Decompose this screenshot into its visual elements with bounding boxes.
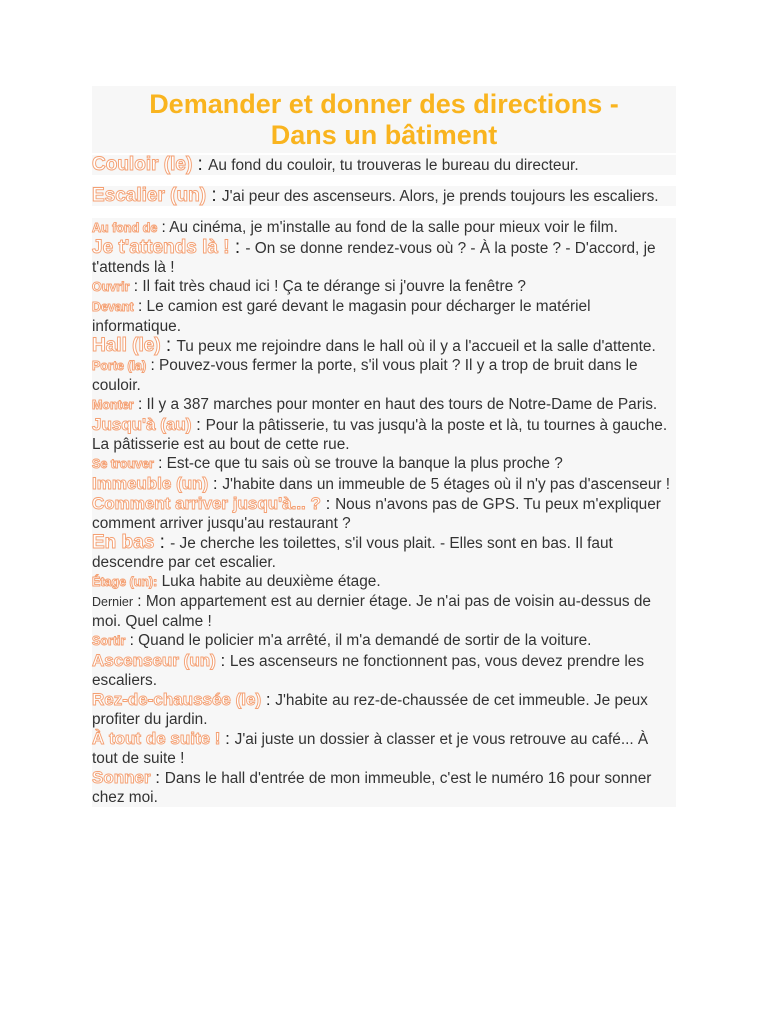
entry-text: J'habite dans un immeuble de 5 étages où il n'y pas d'ascenseur ! xyxy=(222,476,671,493)
entry-term: Immeuble (un) xyxy=(92,474,209,493)
entry-se-trouver xyxy=(92,454,676,474)
entry-a-tout-de-suite xyxy=(92,729,676,768)
entry-term: Couloir (le) xyxy=(92,154,193,175)
page-title xyxy=(92,86,676,153)
entry-term: Je t'attends là ! xyxy=(92,237,230,258)
entry-porte xyxy=(92,356,676,395)
entry-text: Est-ce que tu sais où se trouve la banque la plus proche ? xyxy=(166,455,563,472)
title-line-2: Dans un bâtiment xyxy=(270,120,498,150)
entry-term: Ascenseur (un) xyxy=(92,651,216,670)
entry-monter xyxy=(92,395,676,415)
entry-text: - On se donne rendez-vous où ? - À la poste ? - D'accord, je t'attends là ! xyxy=(92,240,656,276)
entry-sonner xyxy=(92,768,676,807)
entry-term: Dernier xyxy=(92,595,133,609)
entry-separator: : xyxy=(133,593,146,610)
entry-text: Quand le policier m'a arrêté, il m'a demandé de sortir de la voiture. xyxy=(138,632,592,649)
entry-escalier xyxy=(92,186,676,206)
entry-je-t-attends-la xyxy=(92,238,676,277)
entry-term: Comment arriver jusqu'à... ? xyxy=(92,494,321,513)
entry-term: Au fond de xyxy=(92,221,158,235)
entry-text: Au fond du couloir, tu trouveras le bureau du directeur. xyxy=(208,157,579,174)
entry-term: Escalier (un) xyxy=(92,185,207,206)
entry-couloir xyxy=(92,155,676,175)
entry-dernier xyxy=(92,592,676,631)
entry-term: Sortir xyxy=(92,634,126,648)
entry-separator: : xyxy=(229,237,246,258)
entry-term: Rez-de-chaussée (le) xyxy=(92,690,262,709)
entry-text: J'ai juste un dossier à classer et je vous retrouve au café... À tout de suite ! xyxy=(92,731,649,767)
entry-text: Luka habite au deuxième étage. xyxy=(161,573,381,590)
entry-separator: : xyxy=(154,532,171,553)
entry-comment-arriver xyxy=(92,494,676,533)
title-line-1: Demander et donner des directions - xyxy=(149,89,619,119)
entry-text: Dans le hall d'entrée de mon immeuble, c'est le numéro 16 pour sonner chez moi. xyxy=(92,770,652,806)
entry-rez-de-chaussee xyxy=(92,690,676,729)
entry-etage xyxy=(92,572,676,592)
entry-term: En bas xyxy=(92,532,155,553)
entry-ascenseur xyxy=(92,651,676,690)
entry-text: Il fait très chaud ici ! Ça te dérange si j'ouvre la fenêtre ? xyxy=(142,278,526,295)
entry-sortir xyxy=(92,631,676,651)
entry-term: Ouvrir xyxy=(92,280,130,294)
entry-term: Sonner xyxy=(92,768,151,787)
entry-separator: : xyxy=(125,632,139,649)
entry-term: Monter xyxy=(92,398,134,412)
entry-separator: : xyxy=(261,690,276,709)
entry-devant xyxy=(92,297,676,336)
entry-text: Tu peux me rejoindre dans le hall où il y a l'accueil et la salle d'attente. xyxy=(176,338,656,355)
entry-separator: : xyxy=(153,455,167,472)
entry-jusqu-a xyxy=(92,415,676,454)
entry-hall xyxy=(92,336,676,356)
entry-text: Mon appartement est au dernier étage. Je n'ai pas de voisin au-dessus de moi. Quel calme ! xyxy=(92,593,651,630)
entry-text: Pour la pâtisserie, tu vas jusqu'à la poste et là, tu tournes à gauche. La pâtisserie est au bout de cette rue. xyxy=(92,417,668,453)
entry-text: Les ascenseurs ne fonctionnent pas, vous devez prendre les escaliers. xyxy=(92,653,645,689)
entry-text: Le camion est garé devant le magasin pour décharger le matériel informatique. xyxy=(92,298,591,335)
entry-term: Porte (la) xyxy=(92,359,147,373)
entry-term: Hall (le) xyxy=(92,335,161,356)
document-page xyxy=(92,86,676,807)
entry-separator: : xyxy=(191,415,206,434)
entry-separator: : xyxy=(133,396,147,413)
entry-en-bas xyxy=(92,533,676,572)
entry-separator: : xyxy=(129,278,143,295)
entry-term: Se trouver xyxy=(92,457,154,471)
entry-term: À tout de suite ! xyxy=(92,729,221,748)
entry-text: Nous n'avons pas de GPS. Tu peux m'expliquer comment arriver jusqu'au restaurant ? xyxy=(92,496,661,532)
entry-au-fond-de xyxy=(92,218,676,238)
entry-immeuble xyxy=(92,474,676,494)
entry-separator: : xyxy=(160,335,177,356)
entry-text: Pouvez-vous fermer la porte, s'il vous plait ? Il y a trop de bruit dans le couloir. xyxy=(92,357,638,394)
entry-separator: : xyxy=(220,729,235,748)
entry-separator: : xyxy=(146,357,160,374)
entry-separator: : xyxy=(215,651,230,670)
entry-term: Devant xyxy=(92,300,134,314)
entry-text: J'habite au rez-de-chaussée de cet immeuble. Je peux profiter du jardin. xyxy=(92,692,648,728)
entry-separator: : xyxy=(206,185,222,206)
entry-separator: : xyxy=(157,219,170,236)
entry-separator: : xyxy=(133,298,147,315)
entry-term: Jusqu'à (au) xyxy=(92,415,192,434)
entry-term: Étage (un): xyxy=(92,575,158,589)
entry-text: Au cinéma, je m'installe au fond de la salle pour mieux voir le film. xyxy=(169,219,618,236)
entry-separator: : xyxy=(208,474,223,493)
entry-text: - Je cherche les toilettes, s'il vous plait. - Elles sont en bas. Il faut descendre par cet escalier. xyxy=(92,535,613,571)
entry-separator: : xyxy=(320,494,336,513)
entry-text: Il y a 387 marches pour monter en haut des tours de Notre-Dame de Paris. xyxy=(146,396,658,413)
entry-ouvrir xyxy=(92,277,676,297)
entry-separator: : xyxy=(192,154,209,175)
entry-separator: : xyxy=(150,768,165,787)
entry-text: J'ai peur des ascenseurs. Alors, je prends toujours les escaliers. xyxy=(221,188,659,205)
